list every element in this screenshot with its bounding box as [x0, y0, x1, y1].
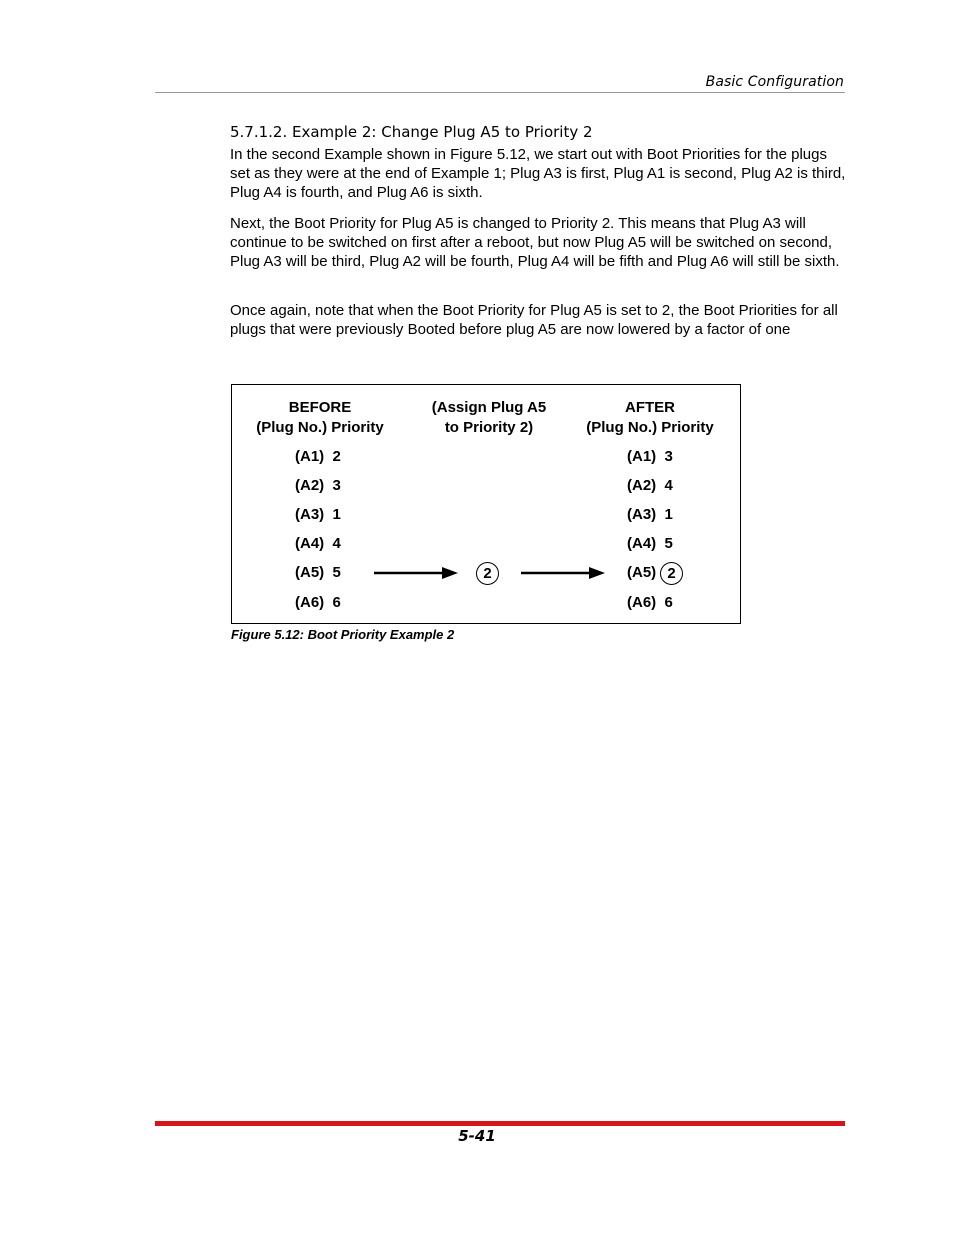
- after-subtitle: (Plug No.) Priority: [586, 419, 714, 436]
- paragraph-1: In the second Example shown in Figure 5.12, we start out with Boot Priorities for the plugs set as they were at the end of Example 1; Plug A3 is first, Plug A1 is second, Plug A2 is third, Plug A4 is fourth, and Plug A6 is sixth.: [230, 146, 846, 201]
- after-row-a1: (A1) 3: [627, 448, 673, 465]
- assign-heading: [414, 398, 564, 438]
- after-row-a6: (A6) 6: [627, 594, 673, 611]
- before-row-a2: (A2) 3: [295, 477, 341, 494]
- page-number: 5-41: [458, 1127, 496, 1145]
- assign-priority-circle: 2: [476, 562, 499, 585]
- footer-divider: [155, 1121, 845, 1126]
- after-priority-circle: 2: [660, 562, 683, 585]
- before-row-a5: (A5) 5: [295, 564, 341, 581]
- paragraph-3: Once again, note that when the Boot Priority for Plug A5 is set to 2, the Boot Priorities for all plugs that were previously Booted before plug A5 are now lowered by a factor of one: [230, 302, 838, 338]
- right-arrow-icon: [521, 566, 605, 580]
- after-row-a3: (A3) 1: [627, 506, 673, 523]
- running-header: Basic Configuration: [705, 74, 844, 90]
- after-heading: [570, 398, 730, 438]
- before-row-a4: (A4) 4: [295, 535, 341, 552]
- right-arrow-icon: [374, 566, 458, 580]
- assign-subtitle: to Priority 2): [444, 419, 534, 436]
- paragraph-2: Next, the Boot Priority for Plug A5 is changed to Priority 2. This means that Plug A3 will continue to be switched on first after a reboot, but now Plug A5 will be switched on second, Plug A3 will be third, Plug A2 will be fourth, Plug A4 will be fifth and Plug A6 will still be sixth.: [230, 215, 840, 270]
- section-heading: 5.7.1.2. Example 2: Change Plug A5 to Priority 2: [230, 123, 593, 141]
- boot-priority-figure: [231, 384, 741, 624]
- after-row-a4: (A4) 5: [627, 535, 673, 552]
- header-divider: [155, 92, 845, 93]
- before-heading: [240, 398, 400, 438]
- before-title: BEFORE: [288, 399, 352, 416]
- before-subtitle: (Plug No.) Priority: [256, 419, 384, 436]
- after-title: AFTER: [625, 399, 675, 416]
- assign-title: (Assign Plug A5: [431, 399, 547, 416]
- figure-caption: Figure 5.12: Boot Priority Example 2: [231, 627, 455, 642]
- before-row-a3: (A3) 1: [295, 506, 341, 523]
- before-row-a6: (A6) 6: [295, 594, 341, 611]
- after-row-a2: (A2) 4: [627, 477, 673, 494]
- after-row-a5: (A5): [627, 564, 657, 581]
- before-row-a1: (A1) 2: [295, 448, 341, 465]
